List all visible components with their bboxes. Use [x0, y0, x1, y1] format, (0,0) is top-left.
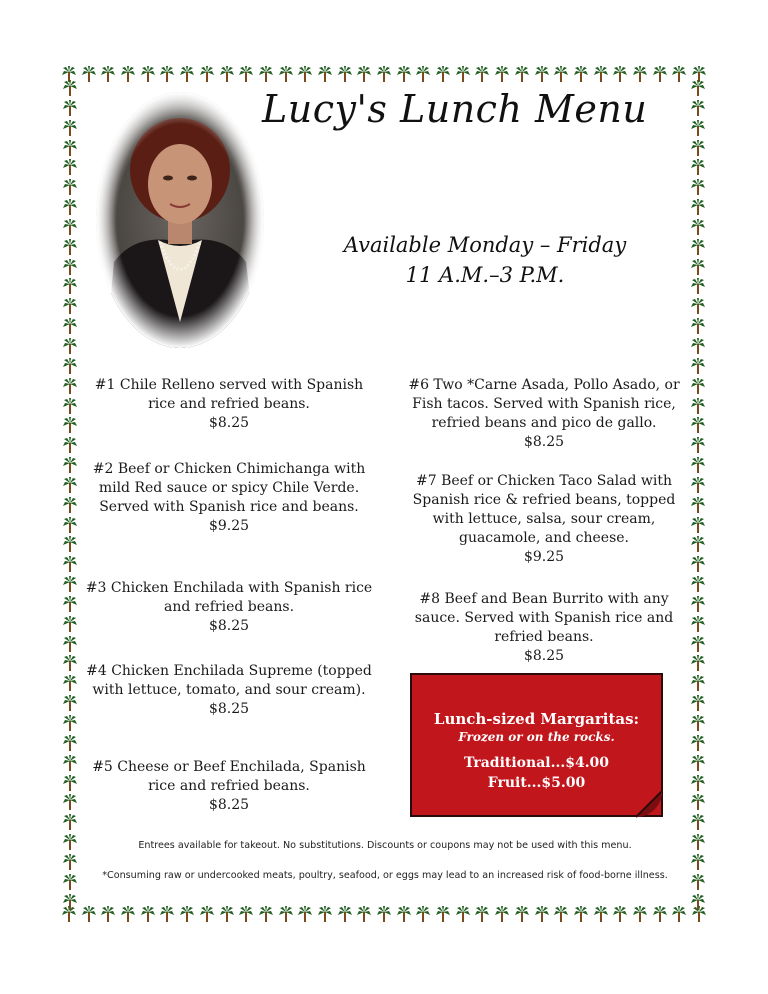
availability-hours: 11 A.M.–3 P.M. [405, 263, 565, 287]
palm-tree-icon [160, 906, 174, 922]
palm-tree-icon [63, 179, 77, 195]
palm-tree-icon [63, 517, 77, 533]
palm-tree-icon [691, 378, 705, 394]
palm-tree-icon [691, 417, 705, 433]
palm-tree-icon [63, 298, 77, 314]
palm-tree-icon [200, 66, 214, 82]
palm-tree-icon [691, 874, 705, 890]
palm-tree-icon [456, 906, 470, 922]
palm-tree-icon [691, 219, 705, 235]
palm-tree-icon [574, 66, 588, 82]
palm-tree-icon [63, 636, 77, 652]
palm-tree-icon [691, 517, 705, 533]
palm-tree-icon [554, 906, 568, 922]
palm-tree-icon [691, 636, 705, 652]
palm-tree-icon [101, 66, 115, 82]
palm-tree-icon [495, 906, 509, 922]
palm-tree-icon [63, 755, 77, 771]
palm-tree-icon [594, 906, 608, 922]
palm-tree-icon [121, 906, 135, 922]
palm-tree-icon [318, 66, 332, 82]
palm-tree-icon [691, 735, 705, 751]
palm-tree-icon [456, 66, 470, 82]
palm-tree-icon [691, 318, 705, 334]
palm-tree-icon [691, 100, 705, 116]
palm-tree-icon [141, 906, 155, 922]
menu-item-price: $9.25 [523, 549, 565, 565]
palm-tree-icon [691, 259, 705, 275]
margarita-promo [410, 673, 663, 817]
palm-border-bottom [62, 904, 706, 924]
palm-tree-icon [535, 906, 549, 922]
palm-tree-icon [63, 655, 77, 671]
palm-tree-icon [239, 906, 253, 922]
menu-item-description: #4 Chicken Enchilada Supreme (topped with lettuce, tomato, and sour cream). [86, 663, 372, 698]
palm-tree-icon [515, 66, 529, 82]
palm-tree-icon [416, 906, 430, 922]
palm-tree-icon [357, 906, 371, 922]
palm-tree-icon [63, 596, 77, 612]
palm-tree-icon [63, 159, 77, 175]
palm-tree-icon [63, 457, 77, 473]
palm-tree-icon [691, 596, 705, 612]
palm-tree-icon [691, 794, 705, 810]
menu-item-4 [84, 662, 374, 719]
palm-tree-icon [63, 318, 77, 334]
palm-tree-icon [691, 159, 705, 175]
availability-days: Available Monday – Friday [343, 233, 627, 257]
palm-tree-icon [397, 906, 411, 922]
portrait-photo [96, 92, 264, 348]
palm-tree-icon [63, 536, 77, 552]
palm-tree-icon [141, 66, 155, 82]
palm-tree-icon [63, 834, 77, 850]
menu-item-6 [400, 376, 688, 452]
menu-item-1 [84, 376, 374, 433]
palm-tree-icon [63, 894, 77, 910]
palm-border-top [62, 64, 706, 84]
palm-tree-icon [691, 775, 705, 791]
menu-item-5 [84, 758, 374, 815]
promo-heading: Lunch-sized Margaritas: [433, 710, 640, 728]
palm-tree-icon [63, 715, 77, 731]
palm-tree-icon [63, 675, 77, 691]
palm-tree-icon [259, 66, 273, 82]
palm-tree-icon [82, 66, 96, 82]
palm-tree-icon [691, 854, 705, 870]
palm-tree-icon [691, 338, 705, 354]
palm-tree-icon [691, 298, 705, 314]
palm-tree-icon [357, 66, 371, 82]
palm-tree-icon [691, 576, 705, 592]
page-curl-icon [636, 791, 666, 821]
palm-tree-icon [653, 906, 667, 922]
palm-tree-icon [691, 695, 705, 711]
palm-tree-icon [63, 80, 77, 96]
palm-tree-icon [63, 338, 77, 354]
palm-tree-icon [475, 66, 489, 82]
menu-item-price: $8.25 [523, 434, 565, 450]
palm-tree-icon [691, 140, 705, 156]
palm-tree-icon [554, 66, 568, 82]
palm-tree-icon [200, 906, 214, 922]
palm-tree-icon [101, 906, 115, 922]
palm-tree-icon [160, 66, 174, 82]
palm-tree-icon [691, 199, 705, 215]
palm-tree-icon [63, 576, 77, 592]
palm-tree-icon [63, 695, 77, 711]
palm-tree-icon [691, 80, 705, 96]
palm-tree-icon [298, 906, 312, 922]
palm-tree-icon [691, 675, 705, 691]
availability [290, 230, 680, 290]
palm-tree-icon [63, 120, 77, 136]
food-safety-warning: *Consuming raw or undercooked meats, poultry, seafood, or eggs may lead to an increased risk of food-borne illness. [102, 870, 668, 881]
palm-tree-icon [63, 100, 77, 116]
palm-tree-icon [338, 906, 352, 922]
palm-tree-icon [653, 66, 667, 82]
palm-tree-icon [691, 755, 705, 771]
menu-title: Lucy's Lunch Menu [262, 87, 648, 131]
menu-item-7 [400, 472, 688, 567]
palm-tree-icon [613, 906, 627, 922]
palm-tree-icon [691, 894, 705, 910]
palm-tree-icon [691, 120, 705, 136]
palm-tree-icon [180, 906, 194, 922]
palm-tree-icon [672, 906, 686, 922]
palm-tree-icon [535, 66, 549, 82]
palm-tree-icon [691, 834, 705, 850]
palm-tree-icon [436, 66, 450, 82]
menu-item-2 [84, 460, 374, 536]
menu-item-description: #3 Chicken Enchilada with Spanish rice and refried beans. [85, 580, 373, 615]
palm-tree-icon [633, 906, 647, 922]
palm-tree-icon [63, 477, 77, 493]
palm-tree-icon [377, 906, 391, 922]
palm-tree-icon [691, 477, 705, 493]
promo-fruit-price: Fruit...$5.00 [487, 775, 586, 791]
palm-tree-icon [63, 556, 77, 572]
palm-tree-icon [63, 398, 77, 414]
palm-tree-icon [495, 66, 509, 82]
palm-tree-icon [691, 556, 705, 572]
menu-item-description: #2 Beef or Chicken Chimichanga with mild Red sauce or spicy Chile Verde. Served with Spanish rice and beans. [92, 461, 366, 515]
palm-border-right [688, 80, 708, 910]
palm-tree-icon [121, 66, 135, 82]
takeout-note: Entrees available for takeout. No substitutions. Discounts or coupons may not be used with this menu. [138, 840, 632, 851]
menu-item-price: $8.25 [208, 618, 250, 634]
palm-tree-icon [691, 616, 705, 632]
palm-tree-icon [672, 66, 686, 82]
palm-tree-icon [63, 874, 77, 890]
palm-tree-icon [63, 140, 77, 156]
palm-tree-icon [338, 66, 352, 82]
palm-tree-icon [63, 854, 77, 870]
palm-tree-icon [691, 239, 705, 255]
portrait-image [96, 92, 264, 348]
menu-item-description: #1 Chile Relleno served with Spanish rice and refried beans. [94, 377, 364, 412]
palm-border-left [60, 80, 80, 910]
palm-tree-icon [691, 437, 705, 453]
palm-tree-icon [63, 814, 77, 830]
menu-item-price: $9.25 [208, 518, 250, 534]
palm-tree-icon [436, 906, 450, 922]
palm-tree-icon [63, 417, 77, 433]
palm-tree-icon [691, 398, 705, 414]
palm-tree-icon [397, 66, 411, 82]
palm-tree-icon [691, 278, 705, 294]
menu-item-price: $8.25 [208, 415, 250, 431]
palm-tree-icon [63, 278, 77, 294]
palm-tree-icon [691, 536, 705, 552]
palm-tree-icon [377, 66, 391, 82]
menu-item-3 [84, 579, 374, 636]
palm-tree-icon [63, 239, 77, 255]
palm-tree-icon [633, 66, 647, 82]
palm-tree-icon [220, 906, 234, 922]
menu-item-description: #6 Two *Carne Asada, Pollo Asado, or Fish tacos. Served with Spanish rice, refried beans and pico de gallo. [408, 377, 680, 431]
palm-tree-icon [594, 66, 608, 82]
menu-item-price: $8.25 [523, 648, 565, 664]
palm-tree-icon [515, 906, 529, 922]
palm-tree-icon [416, 66, 430, 82]
palm-tree-icon [691, 358, 705, 374]
palm-tree-icon [180, 66, 194, 82]
menu-item-description: #8 Beef and Bean Burrito with any sauce. Served with Spanish rice and refried beans. [414, 591, 674, 645]
palm-tree-icon [239, 66, 253, 82]
palm-tree-icon [63, 794, 77, 810]
palm-tree-icon [63, 358, 77, 374]
promo-traditional-price: Traditional...$4.00 [463, 755, 610, 771]
palm-tree-icon [691, 715, 705, 731]
palm-tree-icon [475, 906, 489, 922]
menu-item-price: $8.25 [208, 701, 250, 717]
palm-tree-icon [691, 497, 705, 513]
palm-tree-icon [279, 906, 293, 922]
palm-tree-icon [691, 179, 705, 195]
menu-item-price: $8.25 [208, 797, 250, 813]
palm-tree-icon [63, 775, 77, 791]
palm-tree-icon [63, 259, 77, 275]
palm-tree-icon [63, 735, 77, 751]
menu-item-description: #7 Beef or Chicken Taco Salad with Spanish rice & refried beans, topped with lettuce, salsa, sour cream, guacamole, and cheese. [412, 473, 676, 546]
palm-tree-icon [63, 437, 77, 453]
palm-tree-icon [279, 66, 293, 82]
palm-tree-icon [63, 199, 77, 215]
palm-tree-icon [691, 457, 705, 473]
palm-tree-icon [63, 497, 77, 513]
menu-item-8 [400, 590, 688, 666]
palm-tree-icon [613, 66, 627, 82]
palm-tree-icon [63, 219, 77, 235]
promo-subheading: Frozen or on the rocks. [458, 730, 615, 744]
palm-tree-icon [82, 906, 96, 922]
palm-tree-icon [259, 906, 273, 922]
palm-tree-icon [298, 66, 312, 82]
menu-item-description: #5 Cheese or Beef Enchilada, Spanish rice and refried beans. [92, 759, 366, 794]
palm-tree-icon [220, 66, 234, 82]
palm-tree-icon [574, 906, 588, 922]
palm-tree-icon [691, 655, 705, 671]
palm-tree-icon [691, 814, 705, 830]
palm-tree-icon [63, 378, 77, 394]
palm-tree-icon [63, 616, 77, 632]
palm-tree-icon [318, 906, 332, 922]
